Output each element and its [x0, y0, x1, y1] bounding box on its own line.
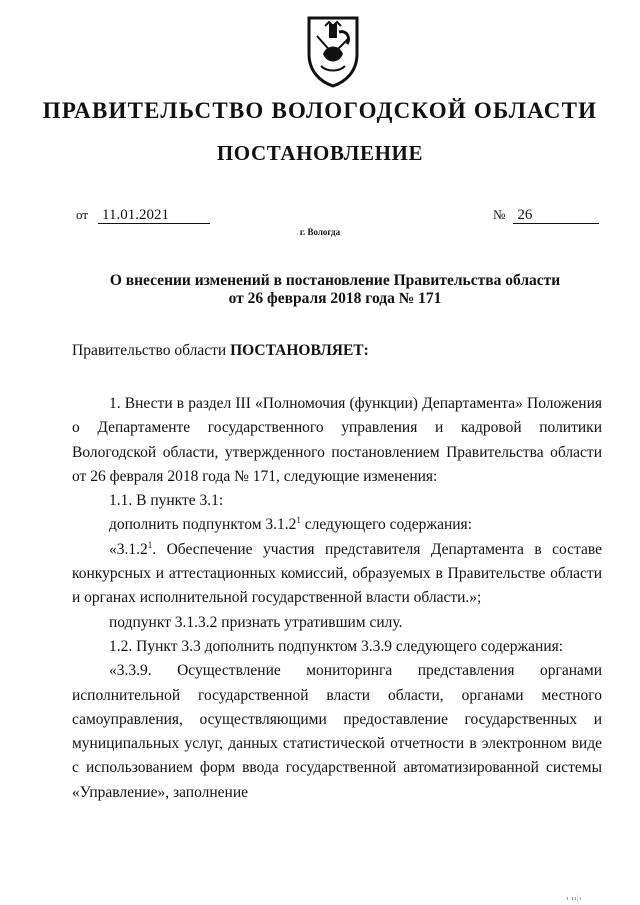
date-field [76, 206, 210, 224]
coat-of-arms-icon [303, 14, 363, 88]
paragraph-3-tail: следующего содержания: [300, 516, 472, 534]
paragraph-1: 1. Внести в раздел III «Полномочия (функции) Департамента» Положения о Департаменте государственного управления и кадровой политики Вологодской области, утвержденного постановлением Правительства области от 26 февраля 2018 года № 171, следующие изменения: [72, 395, 602, 485]
paragraph-7: «3.3.9. Осуществление мониторинга представления органами исполнительной государственной власти области, органами местного самоуправления, осуществляющими предоставление государственных и муниципальных услуг, данных статистической отчетности в электронном виде с использованием форм ввода государственной автоматизированной системы «Управление», заполнение [72, 662, 602, 801]
document-type: ПОСТАНОВЛЕНИЕ [216, 141, 424, 165]
number-field [493, 206, 599, 224]
paragraph-6: 1.2. Пункт 3.3 дополнить подпунктом 3.3.9 следующего содержания: [109, 637, 564, 655]
city: г. Вологда [299, 227, 341, 237]
heading-line-2: от 26 февраля 2018 года № 171 [228, 290, 442, 307]
document-body [72, 392, 602, 805]
document-heading [70, 272, 600, 308]
paragraph-4 [72, 538, 602, 611]
superscript: 1 [147, 539, 153, 550]
heading-line-1: О внесении изменений в постановление Правительства области [109, 272, 561, 289]
org-title: ПРАВИТЕЛЬСТВО ВОЛОГОДСКОЙ ОБЛАСТИ [42, 98, 598, 123]
number-prefix: № [493, 207, 506, 222]
paragraph-4-tail: . Обеспечение участия представителя Департамента в составе конкурсных и аттестационных комиссий, образуемых в Правительстве области и органах исполнительной государственной власти области.»; [72, 540, 602, 607]
superscript: 1 [296, 515, 301, 526]
paragraph-4-text: «3.1.2 [109, 540, 148, 558]
date-prefix: от [76, 207, 89, 222]
preamble-bold: ПОСТАНОВЛЯЕТ: [230, 342, 369, 359]
preamble-text: Правительство области [72, 342, 227, 359]
preamble [72, 342, 369, 360]
date-value: 11.01.2021 [98, 207, 210, 224]
paragraph-2: 1.1. В пункте 3.1: [109, 492, 224, 510]
paragraph-5: подпункт 3.1.3.2 признать утратившим силу. [109, 613, 403, 631]
scan-mark: ı ıı|ı [566, 896, 582, 902]
number-value: 26 [513, 207, 599, 224]
paragraph-3 [72, 513, 602, 537]
paragraph-3-text: дополнить подпунктом 3.1.2 [109, 516, 297, 534]
